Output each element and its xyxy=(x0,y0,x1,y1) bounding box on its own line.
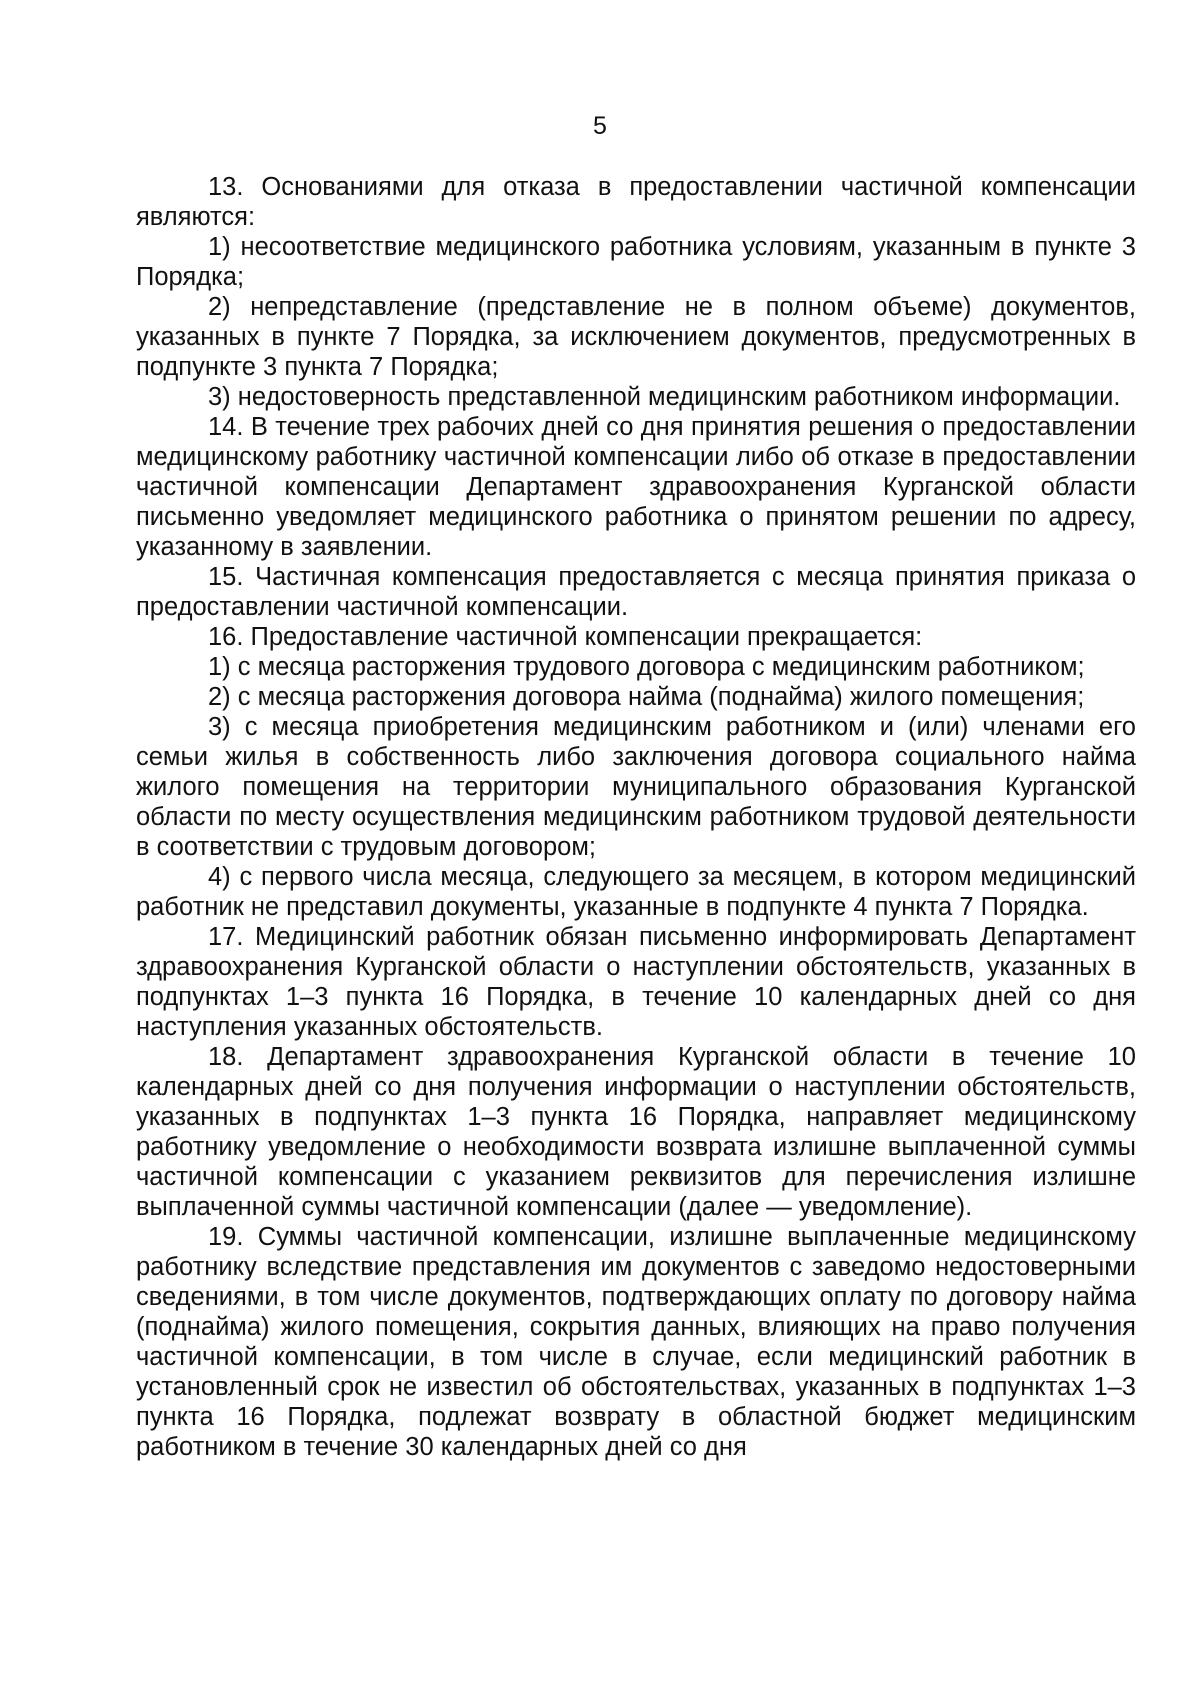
paragraph-15: 15. Частичная компенсация предоставляется с месяца принятия приказа о предоставлении частичной компенсации. xyxy=(136,563,1136,621)
paragraph-13-item-2: 2) непредставление (представление не в полном объеме) документов, указанных в пункте 7 Порядка, за исключением документов, предусмотренных в подпункте 3 пункта 7 Порядка; xyxy=(136,293,1136,381)
paragraph-16-item-2: 2) с месяца расторжения договора найма (поднайма) жилого помещения; xyxy=(208,683,1085,711)
paragraph-16-item-4: 4) с первого числа месяца, следующего за месяцем, в котором медицинский работник не представил документы, указанные в подпункте 4 пункта 7 Порядка. xyxy=(136,863,1136,921)
paragraph-13: 13. Основаниями для отказа в предоставлении частичной компенсации являются: xyxy=(136,173,1136,231)
paragraph-16-item-3: 3) с месяца приобретения медицинским работником и (или) членами его семьи жилья в собственность либо заключения договора социального найма жилого помещения на территории муниципального образования Курганской области по месту осуществления медицинским работником трудовой деятельности в соответствии с трудовым договором; xyxy=(136,713,1136,861)
page-number: 5 xyxy=(593,112,607,140)
paragraph-19: 19. Суммы частичной компенсации, излишне выплаченные медицинскому работнику вследствие представления им документов с заведомо недостоверными сведениями, в том числе документов, подтверждающих оплату по договору найма (поднайма) жилого помещения, сокрытия данных, влияющих на право получения частичной компенсации, в том числе в случае, если медицинский работник в установленный срок не известил об обстоятельствах, указанных в подпунктах 1–3 пункта 16 Порядка, подлежат возврату в областной бюджет медицинским работником в течение 30 календарных дней со дня xyxy=(136,1223,1136,1461)
paragraph-18: 18. Департамент здравоохранения Курганской области в течение 10 календарных дней со дня получения информации о наступлении обстоятельств, указанных в подпунктах 1–3 пункта 16 Порядка, направляет медицинскому работнику уведомление о необходимости возврата излишне выплаченной суммы частичной компенсации с указанием реквизитов для перечисления излишне выплаченной суммы частичной компенсации (далее — уведомление). xyxy=(136,1043,1136,1221)
paragraph-13-item-3: 3) недостоверность представленной медицинским работником информации. xyxy=(208,383,1121,411)
paragraph-14: 14. В течение трех рабочих дней со дня принятия решения о предоставлении медицинскому работнику частичной компенсации либо об отказе в предоставлении частичной компенсации Департамент здравоохранения Курганской области письменно уведомляет медицинского работника о принятом решении по адресу, указанному в заявлении. xyxy=(136,413,1136,561)
paragraph-13-item-1: 1) несоответствие медицинского работника условиям, указанным в пункте 3 Порядка; xyxy=(136,233,1136,291)
paragraph-16: 16. Предоставление частичной компенсации прекращается: xyxy=(208,623,923,651)
paragraph-17: 17. Медицинский работник обязан письменно информировать Департамент здравоохранения Курганской области о наступлении обстоятельств, указанных в подпунктах 1–3 пункта 16 Порядка, в течение 10 календарных дней со дня наступления указанных обстоятельств. xyxy=(136,923,1136,1041)
document-body xyxy=(136,172,1136,1462)
paragraph-16-item-1: 1) с месяца расторжения трудового договора с медицинским работником; xyxy=(208,653,1085,681)
